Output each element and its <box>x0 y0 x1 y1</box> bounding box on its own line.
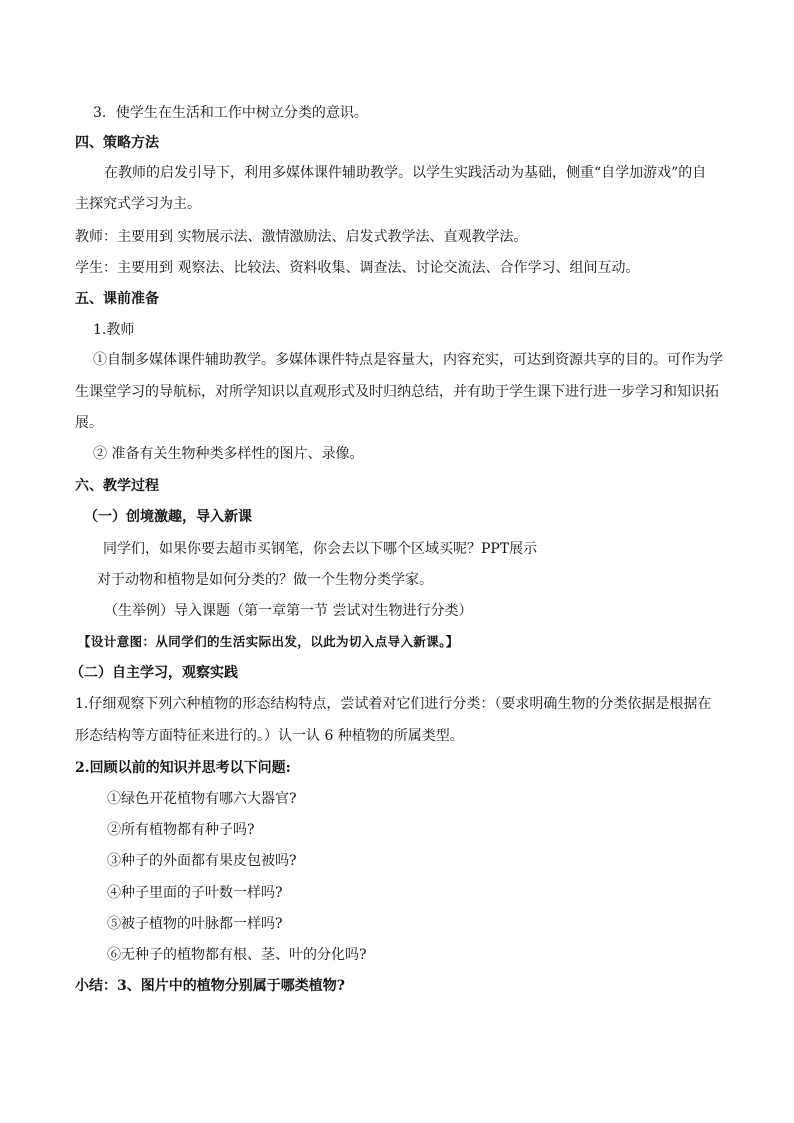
section-6-subheading-2: （二）自主学习，观察实践 <box>70 665 238 681</box>
question-1-line-1: 1.仔细观察下列六种植物的形态结构特点，尝试着对它们进行分类：（要求明确生物的分类依据是根据在 <box>75 696 712 712</box>
question-list-item: ⑤被子植物的叶脉都一样吗? <box>107 916 283 932</box>
section-6-intro-line-3: （生举例）导入课题（第一章第一节 尝试对生物进行分类） <box>104 603 473 619</box>
question-list-item: ④种子里面的子叶数一样吗? <box>107 885 283 901</box>
section-5-point-1-line-3: 展。 <box>75 415 103 431</box>
section-5-point-1-line-1: ①自制多媒体课件辅助教学。多媒体课件特点是容量大，内容充实，可达到资源共享的目的。可作为学 <box>93 352 723 368</box>
section-6-intro-line-2: 对于动物和植物是如何分类的？做一个生物分类学家。 <box>97 572 433 588</box>
section-5-heading: 五、课前准备 <box>75 291 159 307</box>
section-4-paragraph-line-1: 在教师的启发引导下，利用多媒体课件辅助教学。以学生实践活动为基础，侧重“自学加游戏”的自 <box>104 165 707 181</box>
section-4-teacher-methods: 教师：主要用到 实物展示法、激情激励法、启发式教学法、直观教学法。 <box>75 229 528 245</box>
question-list-item: ⑥无种子的植物都有根、茎、叶的分化吗? <box>107 947 367 963</box>
question-list-item: ①绿色开花植物有哪六大器官? <box>107 791 297 807</box>
question-list-item: ②所有植物都有种子吗? <box>107 822 255 838</box>
section-6-heading: 六、教学过程 <box>75 478 159 494</box>
design-intent-note: 【设计意图：从同学们的生活实际出发，以此为切入点导入新课。】 <box>78 634 459 649</box>
summary-line: 小结：3、图片中的植物分别属于哪类植物? <box>75 978 345 994</box>
question-2: 2.回顾以前的知识并思考以下问题: <box>75 760 291 776</box>
objective-3: 3．使学生在生活和工作中树立分类的意识。 <box>93 105 368 121</box>
section-5-item-teacher: 1.教师 <box>93 322 135 338</box>
section-6-subheading-1: （一）创境激趣，导入新课 <box>84 509 252 525</box>
question-list-item: ③种子的外面都有果皮包被吗? <box>107 853 297 869</box>
section-6-intro-line-1: 同学们，如果你要去超市买钢笔，你会去以下哪个区域买呢？PPT展示 <box>103 541 538 557</box>
section-5-point-2: ② 准备有关生物种类多样性的图片、录像。 <box>93 446 364 462</box>
section-4-paragraph-line-2: 主探究式学习为主。 <box>75 196 201 212</box>
question-1-line-2: 形态结构等方面特征来进行的。）认一认 6 种植物的所属类型。 <box>75 728 464 744</box>
section-4-heading: 四、策略方法 <box>75 135 159 151</box>
section-4-student-methods: 学生：主要用到 观察法、比较法、资料收集、调查法、讨论交流法、合作学习、组间互动。 <box>75 260 640 276</box>
section-5-point-1-line-2: 生课堂学习的导航标，对所学知识以直观形式及时归纳总结，并有助于学生课下进行进一步学习和知识拓 <box>75 384 719 400</box>
